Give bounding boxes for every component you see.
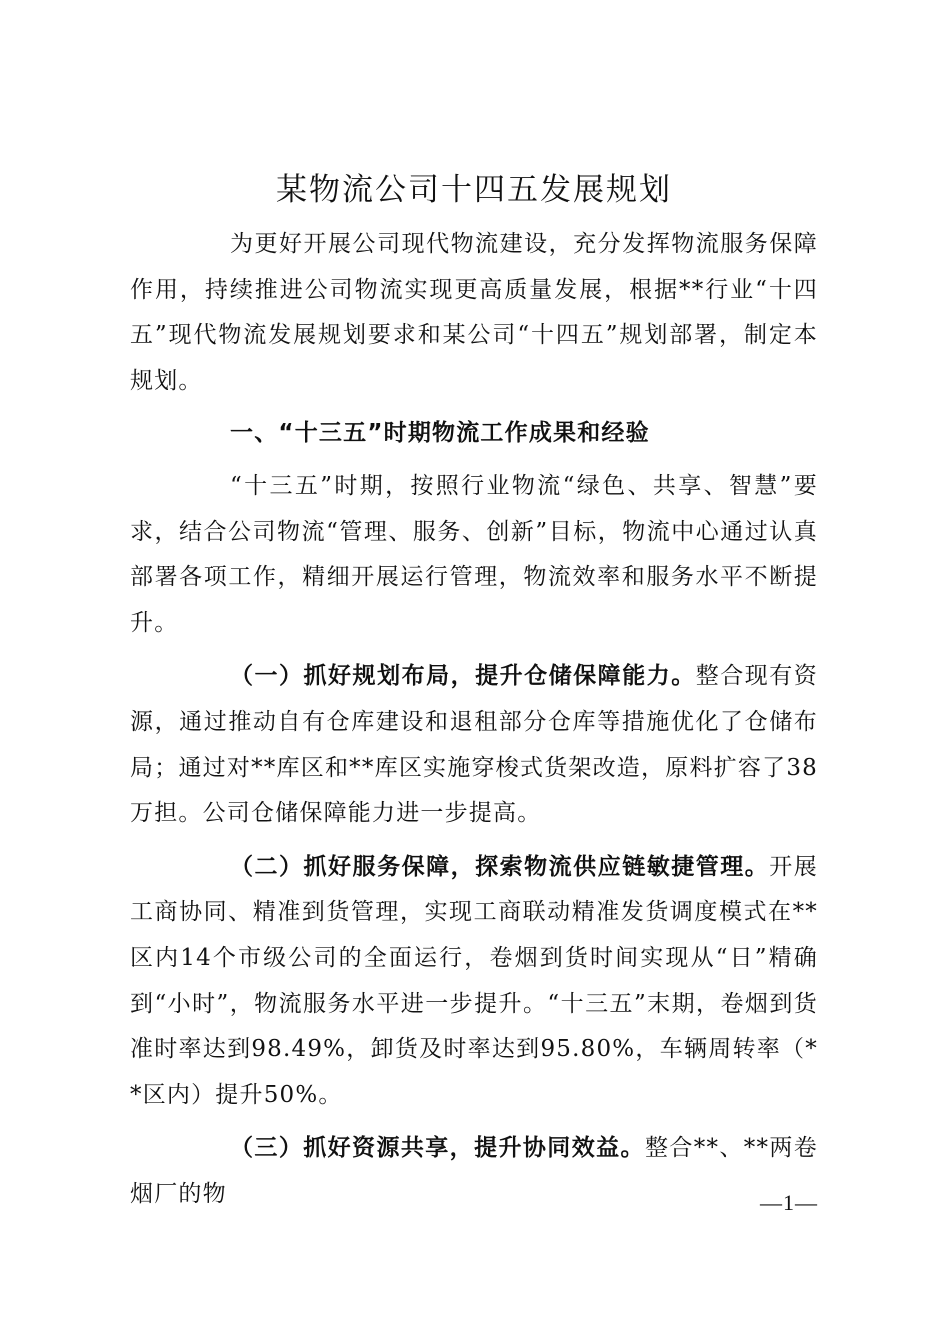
item-three-body: 整合**、**两卷烟厂的物	[130, 1135, 818, 1207]
document-title: 某物流公司十四五发展规划	[276, 172, 672, 208]
page-number: —1—	[760, 1190, 818, 1215]
item-two-lead: （二）抓好服务保障，探索物流供应链敏捷管理。	[230, 852, 770, 880]
document-body	[130, 222, 818, 1224]
item-one-lead: （一）抓好规划布局，提升仓储保障能力。	[230, 662, 696, 690]
intro-paragraph: 为更好开展公司现代物流建设，充分发挥物流服务保障作用，持续推进公司物流实现更高质量发展，根据**行业“十四五”现代物流发展规划要求和某公司“十四五”规划部署，制定本规划。	[130, 231, 818, 394]
item-one-body: 整合现有资源，通过推动自有仓库建设和退租部分仓库等措施优化了仓储布局；通过对**库区和**库区实施穿梭式货架改造，原料扩容了38万担。公司仓储保障能力进一步提高。	[130, 663, 818, 827]
section-heading: 一、“十三五”时期物流工作成果和经验	[230, 420, 650, 447]
section-intro-paragraph: “十三五”时期，按照行业物流“绿色、共享、智慧”要求，结合公司物流“管理、服务、创新”目标，物流中心通过认真部署各项工作，精细开展运行管理，物流效率和服务水平不断提升。	[130, 472, 818, 636]
item-two-body: 开展工商协同、精准到货管理，实现工商联动精准发货调度模式在**区内14个市级公司的全面运行，卷烟到货时间实现从“日”精确到“小时”，物流服务水平进一步提升。“十三五”末期，卷烟到货准时率达到98.49%，卸货及时率达到95.80%，车辆周转率（**区内）提升50%。	[130, 853, 818, 1108]
item-one-paragraph	[130, 653, 818, 836]
item-two-paragraph	[130, 844, 818, 1119]
item-three-paragraph	[130, 1125, 818, 1217]
item-three-lead: （三）抓好资源共享，提升协同效益。	[230, 1134, 645, 1162]
